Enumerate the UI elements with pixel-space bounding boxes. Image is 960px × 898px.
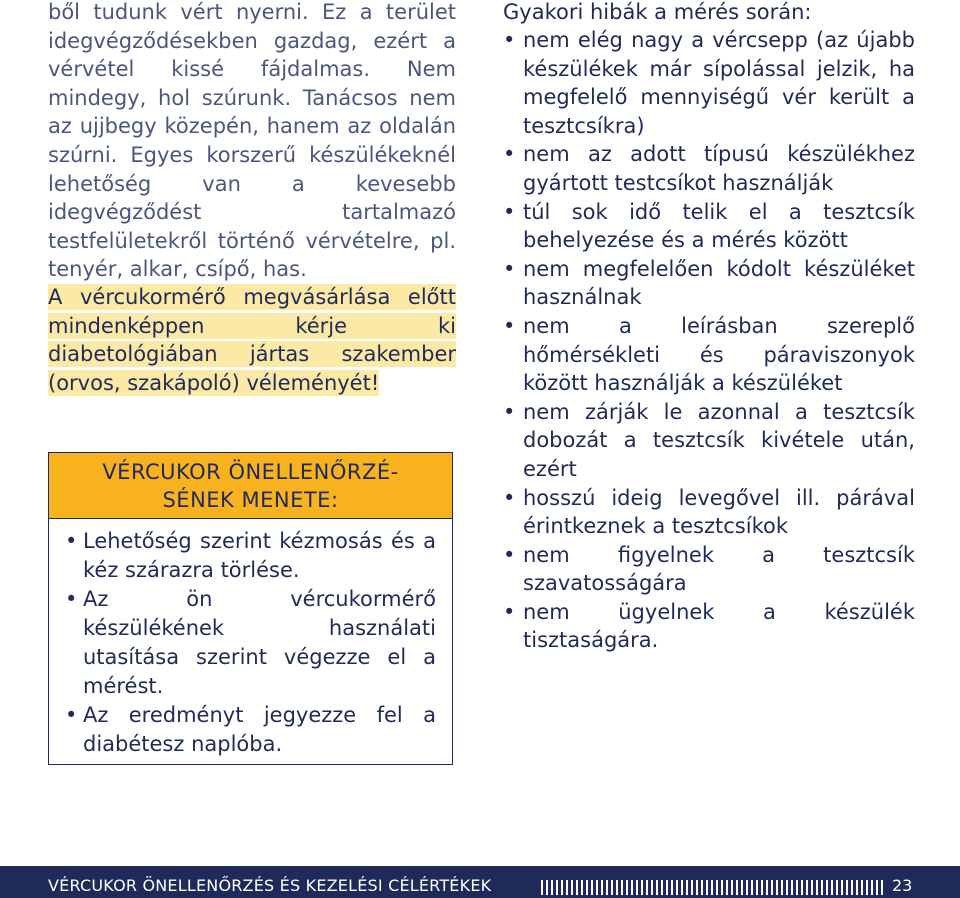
- bullet-icon: •: [503, 542, 516, 567]
- list-item: [503, 140, 915, 197]
- list-item: [65, 701, 436, 759]
- footer-bars-decoration: [541, 880, 883, 895]
- list-item-text: nem a leírásban szereplő hőmérsékleti és páraviszonyok között használják a készüléket: [523, 313, 915, 396]
- list-item: [503, 541, 915, 598]
- list-item-text: túl sok idő telik el a tesztcsík behelyezése és a mérés között: [523, 199, 915, 253]
- list-item-text: Az eredményt jegyezze fel a diabétesz naplóba.: [83, 703, 436, 756]
- list-item: [503, 398, 915, 484]
- list-item-text: nem ügyelnek a készülék tisztaságára.: [523, 599, 915, 653]
- self-check-steps-title-line2: SÉNEK MENETE:: [162, 488, 339, 512]
- self-check-steps-title-line1: VÉRCUKOR ÖNELLENŐRZÉ-: [102, 460, 399, 484]
- common-errors-title: Gyakori hibák a mérés során:: [503, 0, 812, 24]
- self-check-steps-list: [49, 519, 452, 759]
- bullet-icon: •: [503, 485, 516, 510]
- list-item: [503, 598, 915, 655]
- bullet-icon: •: [503, 28, 516, 52]
- list-item: [503, 312, 915, 398]
- bullet-icon: •: [65, 703, 78, 727]
- bullet-icon: •: [65, 529, 78, 553]
- highlighted-advice-text: A vércukormérő megvásárlása előtt mindenképpen kérje ki diabetológiában jártas szakember (orvos, szakápoló) véleményét!: [48, 285, 456, 395]
- self-check-steps-title: [49, 453, 452, 519]
- bullet-icon: •: [503, 256, 516, 281]
- list-item-text: nem az adott típusú készülékhez gyártott testcsíkot használják: [523, 142, 915, 195]
- list-item: [65, 527, 436, 585]
- list-item-text: nem figyelnek a tesztcsík szavatosságára: [523, 542, 915, 596]
- highlighted-advice: [48, 283, 456, 397]
- common-errors-list: [503, 26, 915, 655]
- list-item: [65, 585, 436, 701]
- bullet-icon: •: [503, 399, 516, 424]
- self-check-steps-box: [48, 452, 453, 765]
- list-item-text: nem zárják le azonnal a tesztcsík dobozát a tesztcsík kivétele után, ezért: [523, 399, 915, 481]
- intro-paragraph: ből tudunk vért nyerni. Ez a terület idegvégződésekben gazdag, ezért a vérvétel kissé fájdalmas. Nem mindegy, hol szúrunk. Tanácsos nem az ujjbegy közepén, hanem az oldalán szúrni. Egyes korszerű készülékeknél lehetőség van a kevesebb idegvégződést tartalmazó testfelületekről történő vérvételre, pl. tenyér, alkar, csípő, has.: [48, 0, 456, 282]
- list-item: [503, 255, 915, 312]
- bullet-icon: •: [503, 199, 516, 224]
- page-footer: [0, 866, 960, 898]
- list-item-text: Lehetőség szerint kézmosás és a kéz szárazra törlése.: [83, 529, 436, 582]
- bullet-icon: •: [503, 313, 516, 338]
- bullet-icon: •: [503, 142, 516, 167]
- list-item-text: nem megfelelően kódolt készüléket használnak: [523, 256, 915, 310]
- list-item-text: hosszú ideig levegővel ill. párával érintkeznek a tesztcsíkok: [523, 485, 915, 539]
- page-number: 23: [892, 876, 913, 895]
- bullet-icon: •: [503, 599, 516, 624]
- list-item-text: nem elég nagy a vércsepp (az újabb készülékek már sípolással jelzik, ha megfelelő mennyiségű vér került a tesztcsíkra): [523, 28, 915, 138]
- list-item: [503, 484, 915, 541]
- list-item-text: Az ön vércukormérő készülékének használati utasítása szerint végezze el a mérést.: [83, 587, 436, 698]
- list-item: [503, 26, 915, 140]
- list-item: [503, 198, 915, 255]
- bullet-icon: •: [65, 587, 78, 611]
- footer-title: VÉRCUKOR ÖNELLENŐRZÉS ÉS KEZELÉSI CÉLÉRTÉKEK: [48, 876, 492, 895]
